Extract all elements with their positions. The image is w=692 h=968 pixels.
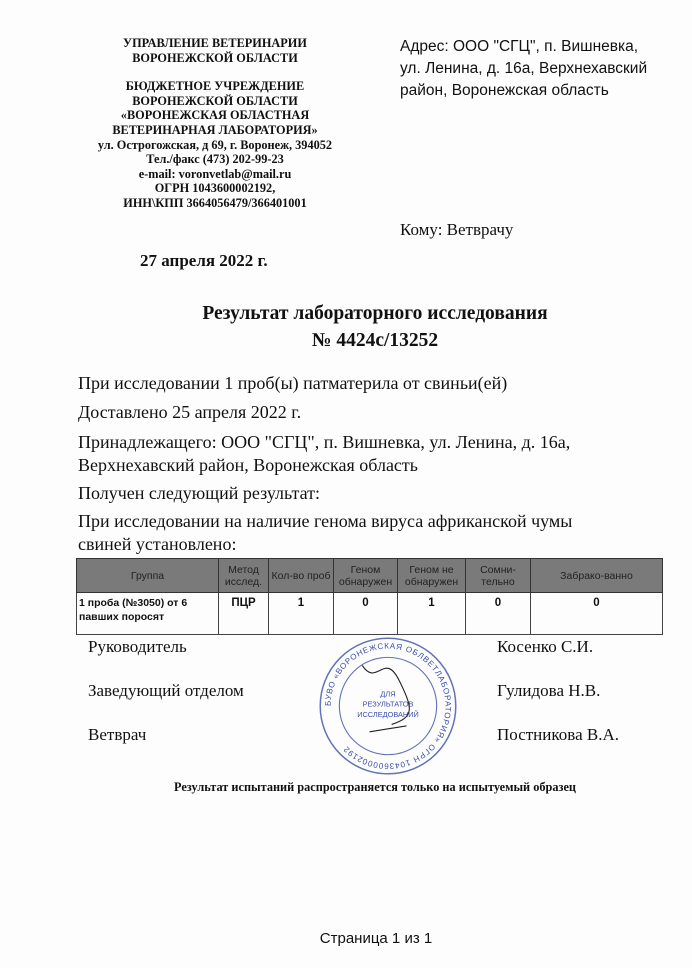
table-row	[77, 593, 663, 635]
organization-header	[85, 36, 345, 211]
official-stamp	[318, 636, 458, 776]
svg-text:БУВО «ВОРОНЕЖСКАЯ ОБЛВЕТЛАБОРА: БУВО «ВОРОНЕЖСКАЯ ОБЛВЕТЛАБОРАТОРИЯ» ОГРН 1043600002192	[323, 641, 453, 771]
page-number: Страница 1 из 1	[319, 930, 433, 947]
table-cell: 0	[334, 593, 398, 635]
document-date: 27 апреля 2022 г.	[140, 251, 268, 270]
column-header: Метод исслед.	[219, 559, 269, 593]
column-header: Забрако-ванно	[531, 559, 663, 593]
signature-role: Ветврач	[88, 725, 147, 744]
svg-text:РЕЗУЛЬТАТОВ: РЕЗУЛЬТАТОВ	[362, 699, 414, 709]
footer-note: Результат испытаний распространяется только на испытуемый образец	[174, 780, 576, 794]
signature-scribble	[362, 665, 409, 731]
address-line: ул. Ленина, д. 16а, Верхнехавский	[400, 60, 648, 77]
signature-name: Косенко С.И.	[497, 637, 594, 656]
document-title	[0, 300, 692, 354]
body-text: Получен следующий результат:	[78, 483, 321, 503]
org-line: ОГРН 1043600002192,	[154, 181, 276, 196]
org-line: Тел./факс (473) 202-99-23	[146, 152, 284, 167]
table-cell: 1 проба (№3050) от 6 павших поросят	[77, 593, 219, 635]
column-header: Геном не обнаружен	[398, 559, 466, 593]
address-line: Адрес: ООО "СГЦ", п. Вишневка,	[400, 38, 639, 55]
signature-role: Руководитель	[88, 637, 187, 656]
column-header: Группа	[77, 559, 219, 593]
svg-text:ДЛЯ: ДЛЯ	[380, 689, 396, 699]
table-cell: 1	[269, 593, 334, 635]
table-cell: ПЦР	[219, 593, 269, 635]
table-cell: 0	[466, 593, 531, 635]
column-header: Сомни-тельно	[466, 559, 531, 593]
document-number: № 4424с/13252	[311, 330, 439, 351]
org-line: БЮДЖЕТНОЕ УЧРЕЖДЕНИЕ	[125, 79, 305, 94]
column-header: Геном обнаружен	[334, 559, 398, 593]
body-text: Доставлено 25 апреля 2022 г.	[78, 402, 302, 422]
body-text: При исследовании на наличие генома вируса африканской чумы	[78, 511, 573, 531]
title-line: Результат лабораторного исследования	[202, 303, 548, 324]
org-line: ИНН\КПП 3664056479/366401001	[123, 195, 307, 210]
recipient: Кому: Ветврачу	[400, 220, 514, 239]
org-line: «ВОРОНЕЖСКАЯ ОБЛАСТНАЯ	[120, 108, 310, 123]
svg-text:ИССЛЕДОВАНИЙ: ИССЛЕДОВАНИЙ	[357, 710, 419, 720]
org-line: e-mail: voronvetlab@mail.ru	[138, 166, 292, 181]
body-text: При исследовании 1 проб(ы) патматерила от свиньи(ей)	[78, 373, 508, 393]
signature-role: Заведующий отделом	[88, 681, 244, 700]
org-line: УПРАВЛЕНИЕ ВЕТЕРИНАРИИ	[123, 36, 307, 50]
body-text: Верхнехавский район, Воронежская область	[78, 455, 418, 475]
spacer	[85, 65, 345, 79]
org-line: ул. Острогожская, д 69, г. Воронеж, 394052	[97, 137, 333, 152]
table-cell: 0	[531, 593, 663, 635]
column-header: Кол-во проб	[269, 559, 334, 593]
org-line: ВОРОНЕЖСКОЙ ОБЛАСТИ	[132, 50, 298, 65]
recipient-address	[400, 36, 680, 102]
body-text: свиней установлено:	[78, 534, 237, 554]
address-line: район, Воронежская область	[400, 82, 609, 99]
results-table	[76, 558, 663, 635]
body-text: Принадлежащего: ООО "СГЦ", п. Вишневка, ул. Ленина, д. 16а,	[78, 432, 571, 452]
signature-name: Постникова В.А.	[497, 725, 619, 744]
table-cell: 1	[398, 593, 466, 635]
signature-name: Гулидова Н.В.	[497, 681, 601, 700]
org-line: ВЕТЕРИНАРНАЯ ЛАБОРАТОРИЯ»	[112, 122, 318, 137]
org-line: ВОРОНЕЖСКОЙ ОБЛАСТИ	[132, 93, 298, 108]
